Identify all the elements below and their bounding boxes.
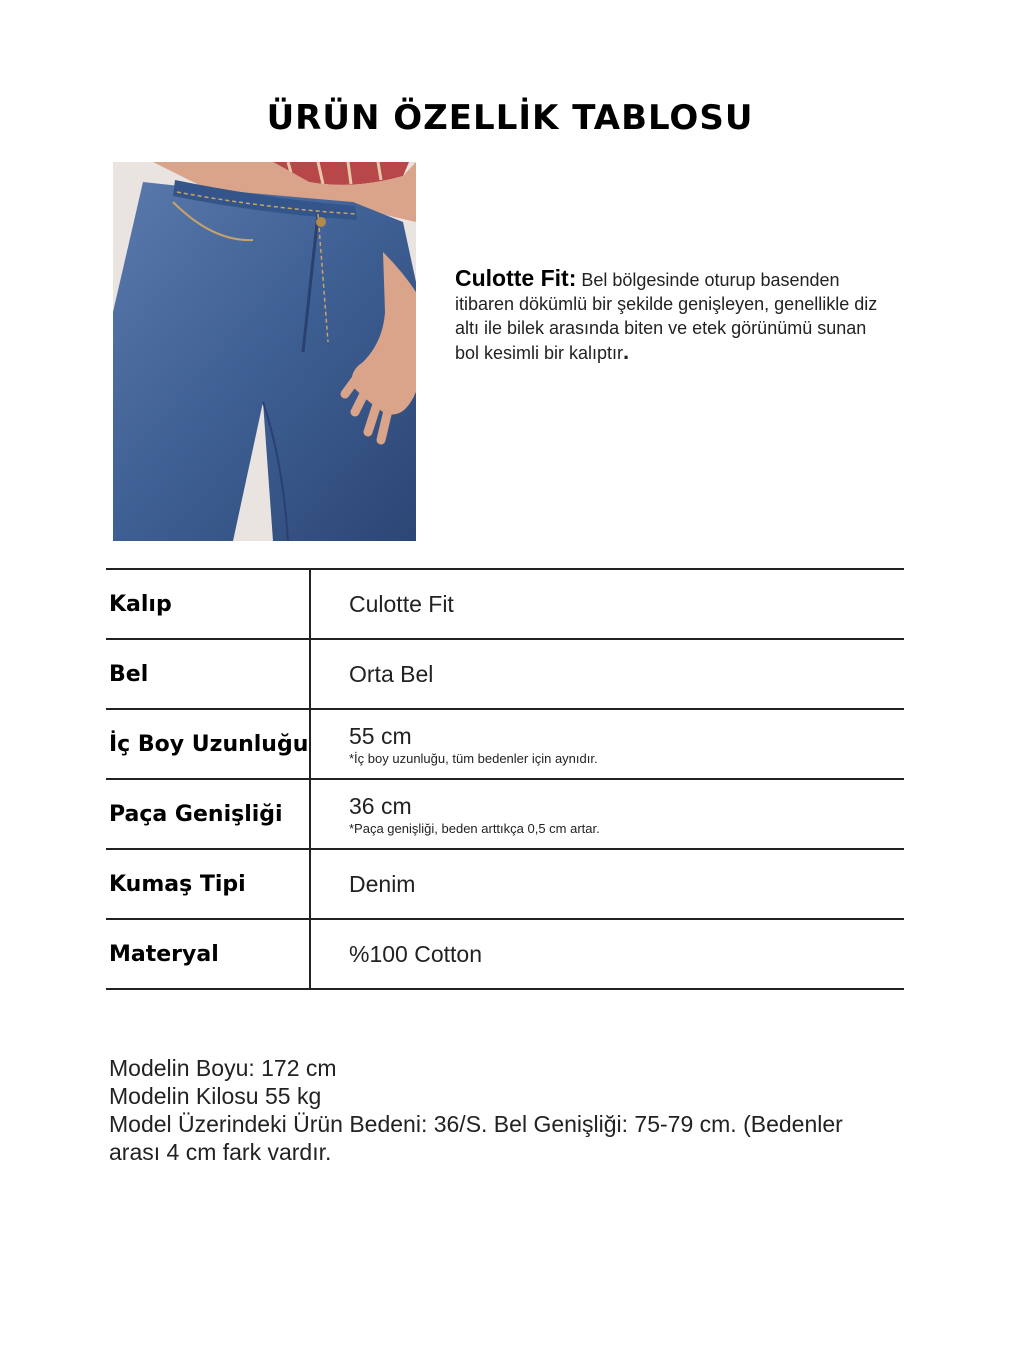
table-row xyxy=(106,919,904,989)
product-photo xyxy=(113,162,416,541)
table-row xyxy=(106,639,904,709)
fit-term: Culotte Fit: xyxy=(455,265,577,291)
spec-value: Orta Bel xyxy=(349,660,434,687)
spec-value: Denim xyxy=(349,870,416,897)
spec-value-cell xyxy=(310,709,904,779)
page-title: ÜRÜN ÖZELLİK TABLOSU xyxy=(266,98,754,138)
spec-value-cell xyxy=(310,779,904,849)
spec-table xyxy=(106,568,904,990)
spec-value-cell xyxy=(310,569,904,639)
table-row xyxy=(106,709,904,779)
spec-label: Kumaş Tipi xyxy=(106,849,310,919)
model-size: Model Üzerindeki Ürün Bedeni: 36/S. Bel Genişliği: 75-79 cm. (Bedenler arası 4 cm fark vardır. xyxy=(109,1111,843,1165)
spec-value-cell xyxy=(310,919,904,989)
fit-description xyxy=(455,266,895,365)
model-info xyxy=(109,1054,899,1166)
spec-label: Kalıp xyxy=(106,569,310,639)
spec-value: Culotte Fit xyxy=(349,590,454,617)
spec-note: *İç boy uzunluğu, tüm bedenler için aynıdır. xyxy=(349,750,598,766)
spec-note: *Paça genişliği, beden arttıkça 0,5 cm artar. xyxy=(349,820,600,836)
fit-description-end: . xyxy=(623,339,630,364)
table-row xyxy=(106,849,904,919)
table-row xyxy=(106,779,904,849)
spec-value: 55 cm xyxy=(349,722,412,749)
table-row xyxy=(106,569,904,639)
model-weight: Modelin Kilosu 55 kg xyxy=(109,1083,322,1109)
fit-description-text: Bel bölgesinde oturup basenden itibaren dökümlü bir şekilde genişleyen, genellikle diz altı ile bilek arasında biten ve etek görünümü sunan bol kesimli bir kalıptır xyxy=(455,270,878,363)
spec-value-cell xyxy=(310,639,904,709)
model-height: Modelin Boyu: 172 cm xyxy=(109,1055,337,1081)
spec-label: Materyal xyxy=(106,919,310,989)
spec-value: %100 Cotton xyxy=(349,940,482,967)
spec-value-cell xyxy=(310,849,904,919)
spec-label: İç Boy Uzunluğu xyxy=(106,709,310,779)
spec-value: 36 cm xyxy=(349,792,412,819)
spec-label: Bel xyxy=(106,639,310,709)
spec-label: Paça Genişliği xyxy=(106,779,310,849)
